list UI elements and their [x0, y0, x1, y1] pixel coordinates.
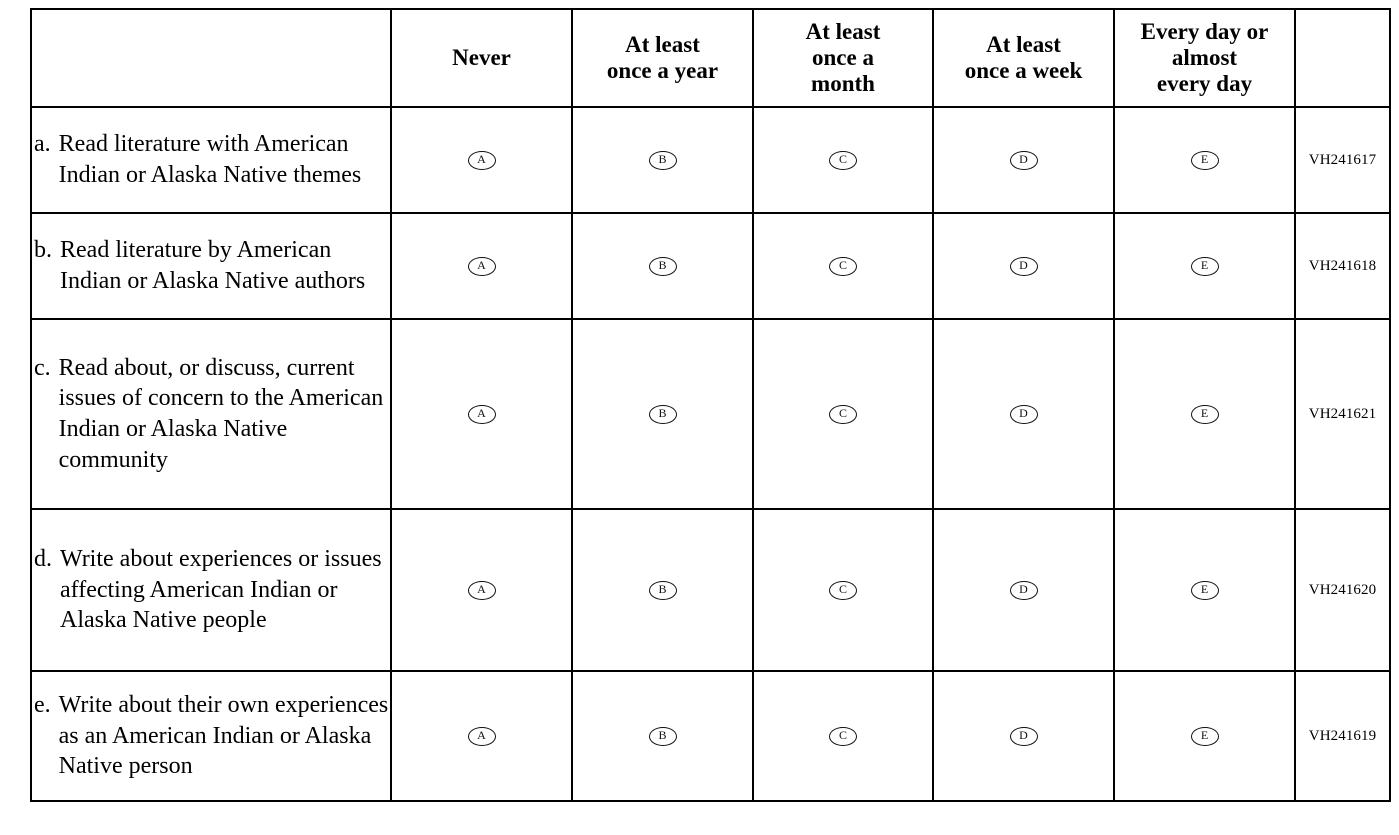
- option-every-day[interactable]: [1114, 319, 1295, 509]
- item-cell: [31, 213, 391, 319]
- bubble-c-icon[interactable]: C: [829, 727, 857, 746]
- column-header-code: [1295, 9, 1390, 107]
- item-cell: [31, 671, 391, 801]
- option-once-a-month[interactable]: [753, 671, 933, 801]
- item-text: Write about experiences or issues affecting American Indian or Alaska Native people: [60, 545, 382, 634]
- item-text: Read literature by American Indian or Alaska Native authors: [60, 237, 366, 294]
- item-text: Read about, or discuss, current issues of concern to the American Indian or Alaska Native community: [58, 354, 384, 473]
- column-header-once-a-week-line1: At least: [986, 32, 1061, 58]
- table-row: [31, 509, 1390, 671]
- bubble-b-icon[interactable]: B: [649, 257, 677, 276]
- option-once-a-month[interactable]: [753, 319, 933, 509]
- column-header-once-a-year-line1: At least: [625, 32, 700, 58]
- item-letter: c.: [34, 354, 51, 381]
- option-once-a-year[interactable]: [572, 213, 753, 319]
- item-code: VH241618: [1295, 213, 1390, 319]
- option-once-a-month[interactable]: [753, 509, 933, 671]
- bubble-d-icon[interactable]: D: [1010, 727, 1038, 746]
- bubble-c-icon[interactable]: C: [829, 151, 857, 170]
- item-letter: e.: [34, 691, 51, 718]
- bubble-d-icon[interactable]: D: [1010, 405, 1038, 424]
- bubble-a-icon[interactable]: A: [468, 405, 496, 424]
- option-once-a-year[interactable]: [572, 319, 753, 509]
- bubble-e-icon[interactable]: E: [1191, 405, 1219, 424]
- bubble-a-icon[interactable]: A: [468, 727, 496, 746]
- bubble-b-icon[interactable]: B: [649, 151, 677, 170]
- option-once-a-month[interactable]: [753, 213, 933, 319]
- bubble-c-icon[interactable]: C: [829, 257, 857, 276]
- table-row: [31, 319, 1390, 509]
- option-once-a-week[interactable]: [933, 319, 1114, 509]
- option-once-a-week[interactable]: [933, 509, 1114, 671]
- bubble-c-icon[interactable]: C: [829, 405, 857, 424]
- bubble-d-icon[interactable]: D: [1010, 581, 1038, 600]
- option-once-a-week[interactable]: [933, 213, 1114, 319]
- bubble-e-icon[interactable]: E: [1191, 151, 1219, 170]
- bubble-b-icon[interactable]: B: [649, 581, 677, 600]
- bubble-a-icon[interactable]: A: [468, 581, 496, 600]
- bubble-e-icon[interactable]: E: [1191, 727, 1219, 746]
- column-header-once-a-week-line2: once a week: [964, 58, 1083, 83]
- bubble-e-icon[interactable]: E: [1191, 581, 1219, 600]
- frequency-response-table: [30, 8, 1391, 802]
- option-never[interactable]: [391, 509, 572, 671]
- bubble-d-icon[interactable]: D: [1010, 151, 1038, 170]
- bubble-e-icon[interactable]: E: [1191, 257, 1219, 276]
- option-every-day[interactable]: [1114, 509, 1295, 671]
- item-letter: a.: [34, 131, 51, 158]
- option-never[interactable]: [391, 319, 572, 509]
- bubble-b-icon[interactable]: B: [649, 405, 677, 424]
- item-cell: [31, 509, 391, 671]
- item-code: VH241620: [1295, 509, 1390, 671]
- option-never[interactable]: [391, 107, 572, 213]
- bubble-c-icon[interactable]: C: [829, 581, 857, 600]
- option-every-day[interactable]: [1114, 671, 1295, 801]
- column-header-never-label: Never: [452, 45, 511, 71]
- item-code: VH241619: [1295, 671, 1390, 801]
- item-code: VH241621: [1295, 319, 1390, 509]
- option-once-a-week[interactable]: [933, 671, 1114, 801]
- option-once-a-year[interactable]: [572, 509, 753, 671]
- column-header-once-a-year: [572, 9, 753, 107]
- bubble-a-icon[interactable]: A: [468, 257, 496, 276]
- item-text: Read literature with American Indian or Alaska Native themes: [58, 131, 362, 188]
- bubble-b-icon[interactable]: B: [649, 727, 677, 746]
- option-once-a-month[interactable]: [753, 107, 933, 213]
- bubble-a-icon[interactable]: A: [468, 151, 496, 170]
- table-row: [31, 107, 1390, 213]
- column-header-once-a-year-line2: once a year: [606, 58, 719, 83]
- column-header-every-day-line3: every day: [1156, 70, 1253, 96]
- item-cell: [31, 319, 391, 509]
- option-every-day[interactable]: [1114, 107, 1295, 213]
- column-header-never: [391, 9, 572, 107]
- survey-page: [0, 8, 1399, 835]
- table-row: [31, 213, 1390, 319]
- column-header-every-day: [1114, 9, 1295, 107]
- option-every-day[interactable]: [1114, 213, 1295, 319]
- column-header-once-a-month-line1: At least: [805, 19, 881, 45]
- table-row: [31, 671, 1390, 801]
- column-header-every-day-line2: almost: [1171, 45, 1238, 71]
- item-text: Write about their own experiences as an American Indian or Alaska Native person: [58, 691, 389, 780]
- table-header-row: [31, 9, 1390, 107]
- option-once-a-week[interactable]: [933, 107, 1114, 213]
- column-header-item: [31, 9, 391, 107]
- column-header-once-a-month-line2: once a: [812, 45, 874, 71]
- column-header-once-a-month: [753, 9, 933, 107]
- option-once-a-year[interactable]: [572, 671, 753, 801]
- column-header-once-a-week: [933, 9, 1114, 107]
- item-letter: b.: [34, 237, 52, 264]
- bubble-d-icon[interactable]: D: [1010, 257, 1038, 276]
- column-header-every-day-line1: Every day or: [1140, 19, 1269, 45]
- option-never[interactable]: [391, 671, 572, 801]
- item-code: VH241617: [1295, 107, 1390, 213]
- column-header-once-a-month-line3: month: [811, 70, 875, 96]
- option-never[interactable]: [391, 213, 572, 319]
- item-letter: d.: [34, 545, 52, 572]
- option-once-a-year[interactable]: [572, 107, 753, 213]
- item-cell: [31, 107, 391, 213]
